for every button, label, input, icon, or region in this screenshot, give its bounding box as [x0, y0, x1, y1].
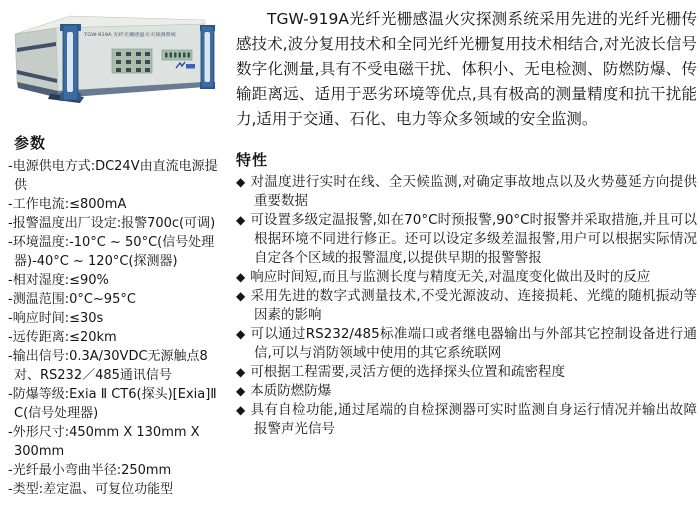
param-item: -外形尺寸:450mm X 130mm X 300mm: [8, 425, 200, 459]
diamond-bullet-icon: ◆: [236, 270, 246, 284]
feature-text: 本质防燃防爆: [250, 383, 332, 399]
param-item: -类型:差定温、可复位功能型: [8, 482, 174, 497]
param-item: -报警温度出厂设定:报警700c(可调): [8, 216, 216, 231]
feature-text: 可根据工程需要,灵活方便的选择探头位置和疏密程度: [250, 364, 566, 380]
left-column: [8, 0, 230, 499]
feature-text: 可以通过RS232/485标准端口或者继电器输出与外部其它控制设备进行通信,可以与消防领域中使用的其它系统联网: [250, 326, 697, 361]
feature-item: [236, 173, 697, 211]
right-column: [236, 0, 697, 439]
feature-item: [236, 211, 697, 268]
params-heading: 参数: [14, 134, 47, 152]
diamond-bullet-icon: ◆: [236, 403, 246, 417]
device-keypad: [112, 49, 152, 73]
device-front-label: TGW-919A 光纤光栅感温火灾探测系统: [84, 33, 162, 38]
feature-text: 采用先进的数字式测量技术,不受光源波动、连接损耗、光缆的随机振动等因素的影响: [250, 288, 697, 323]
features-list: [236, 173, 697, 439]
feature-item: [236, 325, 697, 363]
param-item: -响应时间:≤30s: [8, 311, 104, 326]
diamond-bullet-icon: ◆: [236, 365, 246, 379]
feature-text: 响应时间短,而且与监测长度与精度无关,对温度变化做出及时的反应: [250, 269, 651, 285]
device-indicator-strip: [162, 50, 192, 60]
param-item: -相对湿度:≤90%: [8, 273, 109, 288]
param-item: -光纤最小弯曲半径:250mm: [8, 463, 172, 478]
feature-text: 具有自检功能,通过尾端的自检探测器可实时监测自身运行情况并输出故障报警声光信号: [250, 402, 697, 437]
params-list: [8, 157, 230, 499]
param-item: -电源供电方式:DC24V由直流电源提供: [8, 159, 218, 193]
param-item: -测温范围:0°C~95°C: [8, 292, 136, 307]
param-item: -防爆等级:Exia Ⅱ CT6(探头)[Exia]Ⅱ C(信号处理器): [8, 387, 217, 421]
param-item: -输出信号:0.3A/30VDC无源触点8对、RS232／485通讯信号: [8, 349, 208, 383]
diamond-bullet-icon: ◆: [236, 175, 246, 189]
diamond-bullet-icon: ◆: [236, 384, 246, 398]
device-right-handle: [200, 25, 215, 89]
diamond-bullet-icon: ◆: [236, 327, 246, 341]
feature-item: [236, 268, 697, 287]
param-item: -远传距离:≤20km: [8, 330, 117, 345]
feature-item: [236, 363, 697, 382]
feature-item: [236, 401, 697, 439]
param-item: -工作电流:≤800mA: [8, 197, 127, 212]
features-heading: 特性: [236, 151, 269, 169]
feature-item: [236, 287, 697, 325]
param-item: -环境温度:-10°C ~ 50°C(信号处理器)-40°C ~ 120°C(探测器): [8, 235, 215, 269]
device-photo: [8, 2, 223, 124]
feature-text: 可设置多级定温报警,如在70°C时预报警,90°C时报警并采取措施,并且可以根据环境不同进行修正。还可以设定多级差温报警,用户可以根据实际情况自定各个区域的报警温度,以提供早期的报警警报: [250, 212, 697, 266]
intro-paragraph: TGW-919A光纤光栅感温火灾探测系统采用先进的光纤光栅传感技术,波分复用技术和全同光纤光栅复用技术相结合,对光波长信号数字化测量,具有不受电磁干扰、体积小、无电检测、防燃防爆、传输距离远、适用于恶劣环境等优点,具有极高的测量精度和抗干扰能力,适用于交通、石化、电力等众多领域的安全监测。: [236, 10, 697, 128]
diamond-bullet-icon: ◆: [236, 289, 246, 303]
device-left-handle: [60, 24, 81, 101]
diamond-bullet-icon: ◆: [236, 213, 246, 227]
feature-item: [236, 382, 697, 401]
feature-text: 对温度进行实时在线、全天候监测,对确定事故地点以及火势蔓延方向提供重要数据: [250, 174, 697, 209]
